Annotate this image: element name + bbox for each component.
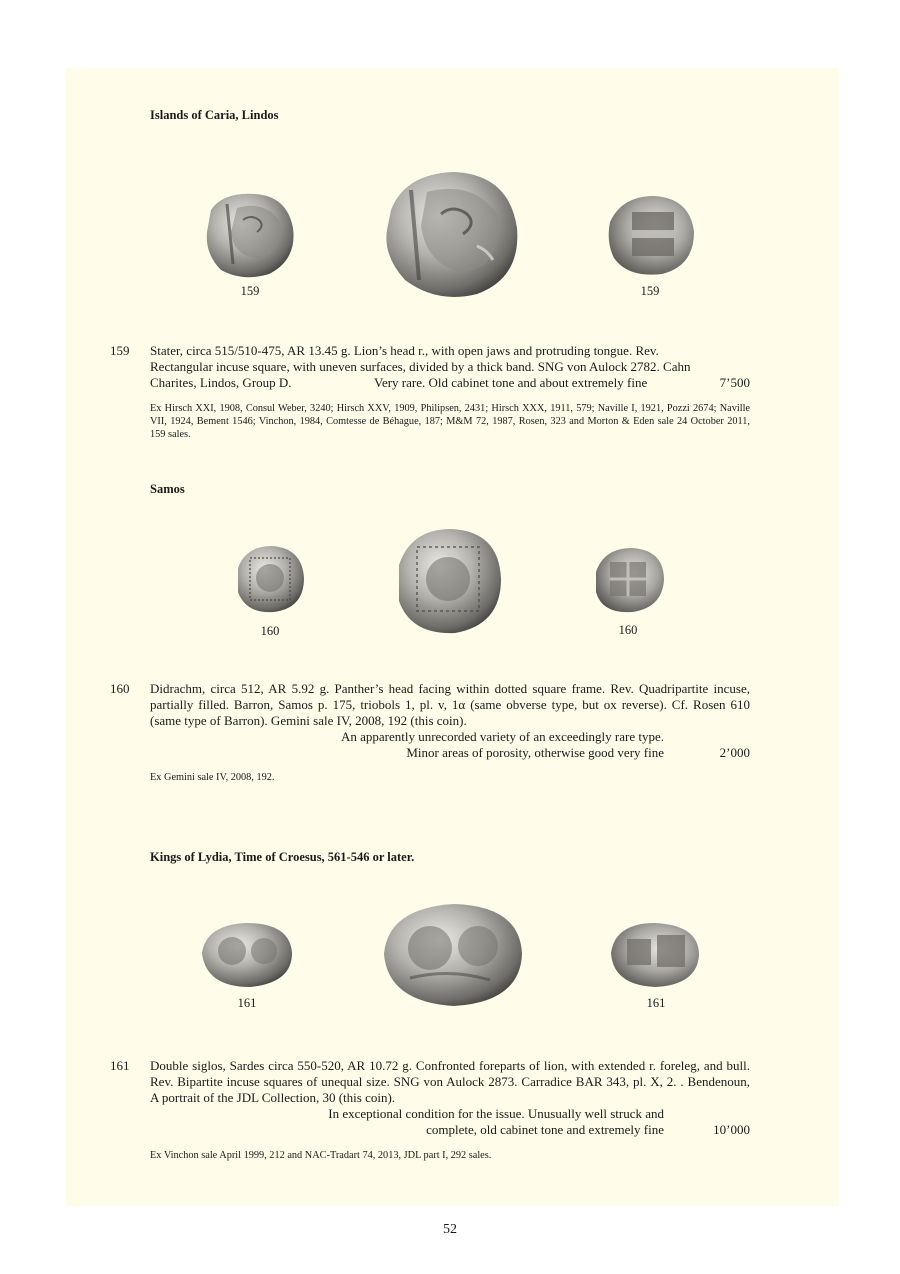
lot-159-grade: Very rare. Old cabinet tone and about extremely fine [374, 375, 648, 390]
coin-159-reverse-image [604, 192, 696, 278]
lot-160-provenance: Ex Gemini sale IV, 2008, 192. [150, 772, 275, 783]
coin-160-reverse-image [590, 544, 668, 616]
section-heading-samos: Samos [150, 482, 185, 496]
coin-161-reverse-image [607, 917, 703, 991]
lot-159-provenance: Ex Hirsch XXI, 1908, Consul Weber, 3240; Hirsch XXV, 1909, Philipsen, 2431; Hirsch XXX, 1911, 579; Naville I, 1921, Pozzi 2674; Naville VII, 1924, Bement 1546; Vinchon, 1984, Comtesse de Béhague, 187; M&M 72, 1987, Rosen, 323 and Morton & Eden sale 24 October 2011, 159 sales. [150, 403, 750, 440]
page-number: 52 [443, 1222, 457, 1237]
coin-161-obverse-enlarged-image [380, 898, 526, 1010]
lot-160-description [150, 681, 750, 761]
lot-160-price: 2’000 [719, 745, 750, 760]
coin-161-caption-right: 161 [646, 996, 666, 1010]
lot-161-grade-line-1: In exceptional condition for the issue. Unusually well struck and [328, 1106, 664, 1121]
coin-161-caption-left: 161 [237, 996, 257, 1010]
lot-159-line-3: Charites, Lindos, Group D. [150, 375, 292, 390]
coin-160-caption-right: 160 [618, 623, 638, 637]
lot-160-grade-line-2: Minor areas of porosity, otherwise good very fine [406, 745, 664, 760]
lot-161-description [150, 1058, 750, 1138]
lot-159-description [150, 343, 750, 391]
lot-161-number: 161 [110, 1058, 130, 1073]
lot-161-provenance: Ex Vinchon sale April 1999, 212 and NAC-Tradart 74, 2013, JDL part I, 292 sales. [150, 1150, 492, 1161]
lot-159-line-2: Rectangular incuse square, with uneven surfaces, divided by a thick band. SNG von Aulock 2782. Cahn [150, 359, 691, 374]
lot-159-number: 159 [110, 343, 130, 358]
lot-161-text: Double siglos, Sardes circa 550-520, AR 10.72 g. Confronted foreparts of lion, with extended r. foreleg, and bull. Rev. Bipartite incuse squares of unequal size. SNG von Aulock 2873. Carradice BAR 343, pl. X, 2. . Bendenoun, A portrait of the JDL Collection, 30 (this coin). [150, 1058, 750, 1105]
coin-159-obverse-enlarged-image [381, 170, 521, 300]
coin-159-obverse-image [203, 190, 297, 280]
section-heading-lindos: Islands of Caria, Lindos [150, 108, 279, 122]
coin-159-caption-right: 159 [640, 284, 660, 298]
lot-161-price: 10’000 [713, 1122, 750, 1137]
coin-161-obverse-image [198, 917, 296, 991]
lot-159-price: 7’500 [719, 375, 750, 390]
lot-160-number: 160 [110, 681, 130, 696]
coin-160-obverse-image [232, 542, 308, 616]
coin-160-obverse-enlarged-image [391, 525, 505, 637]
lot-160-grade-line-1: An apparently unrecorded variety of an exceedingly rare type. [340, 729, 664, 744]
lot-160-text: Didrachm, circa 512, AR 5.92 g. Panther’s head facing within dotted square frame. Rev. Quadripartite incuse, partially filled. Barron, Samos p. 175, triobols 1, pl. v, 1α (same obverse type, but ox reverse). Cf. Rosen 610 (same type of Barron). Gemini sale IV, 2008, 192 (this coin). [150, 681, 750, 728]
section-heading-lydia: Kings of Lydia, Time of Croesus, 561-546 or later. [150, 850, 415, 864]
coin-159-caption-left: 159 [240, 284, 260, 298]
lot-159-line-1: Stater, circa 515/510-475, AR 13.45 g. Lion’s head r., with open jaws and protruding tongue. Rev. [150, 343, 659, 358]
coin-160-caption-left: 160 [260, 624, 280, 638]
lot-161-grade-line-2: complete, old cabinet tone and extremely fine [426, 1122, 664, 1137]
